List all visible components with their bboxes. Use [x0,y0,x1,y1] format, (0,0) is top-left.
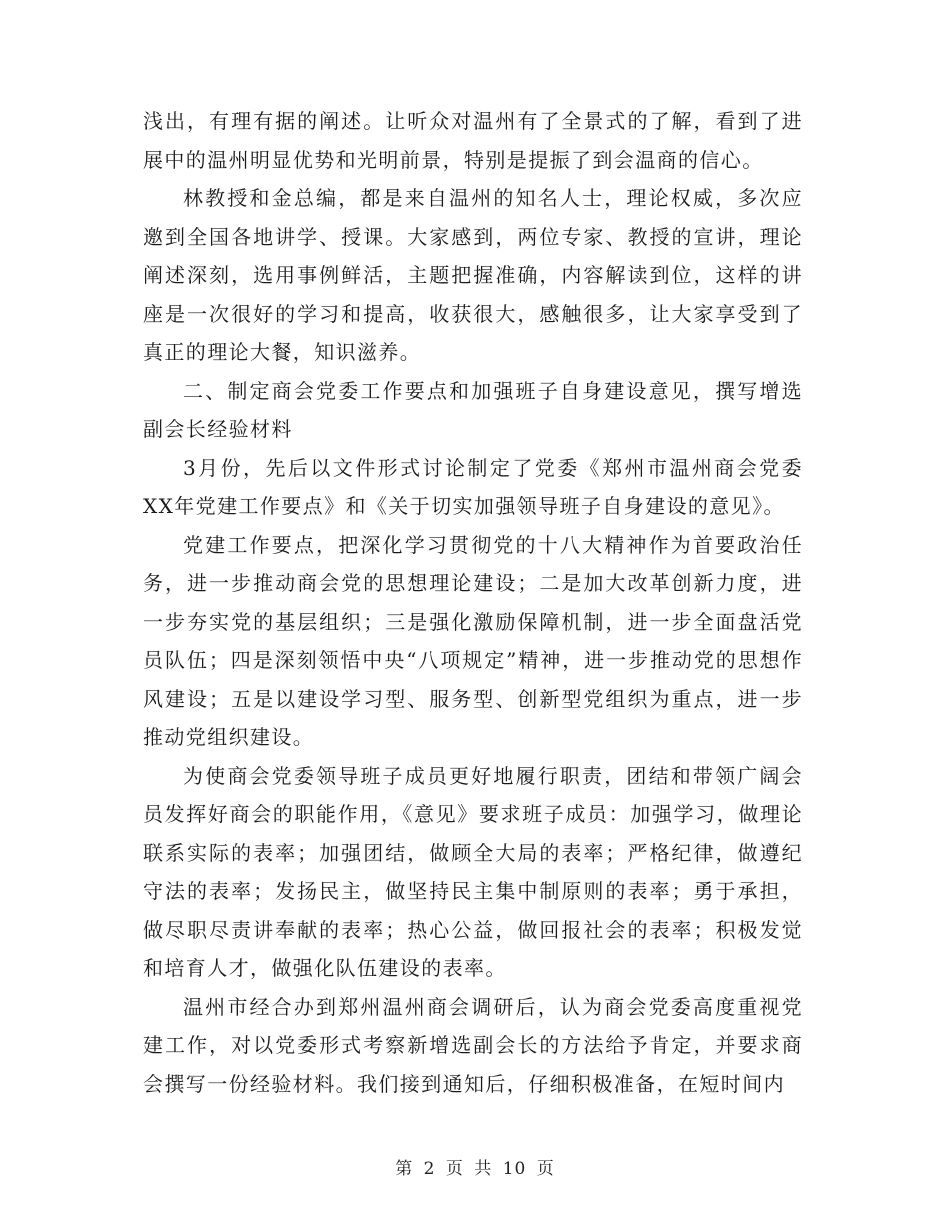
paragraph-march-documents: 3月份，先后以文件形式讨论制定了党委《郑州市温州商会党委XX年党建工作要点》和《关于切实加强领导班子自身建设的意见》。 [143,455,803,518]
paragraph-opinion-requirements: 为使商会党委领导班子成员更好地履行职责，团结和带领广阔会员发挥好商会的职能作用，《意见》要求班子成员：加强学习，做理论联系实际的表率；加强团结，做顾全大局的表率；严格纪律，做遵纪守法的表率；发扬民主，做坚持民主集中制原则的表率；勇于承担，做尽职尽责讲奉献的表率；热心公益，做回报社会的表率；积极发觉和培育人才，做强化队伍建设的表率。 [143,763,803,980]
page-number-footer [0,1154,950,1179]
paragraph-work-points: 党建工作要点，把深化学习贯彻党的十八大精神作为首要政治任务，进一步推动商会党的思想理论建设；二是加大改革创新力度，进一步夯实党的基层组织；三是强化激励保障机制，进一步全面盘活党员队伍；四是深刻领悟中央“八项规定”精神，进一步推动党的思想作风建设；五是以建设学习型、服务型、创新型党组织为重点，进一步推动党组织建设。 [143,532,803,749]
footer-current-page: 2 [423,1159,436,1179]
section-heading-2: 二、制定商会党委工作要点和加强班子自身建设意见，撰写增选副会长经验材料 [143,378,803,441]
footer-label-total-unit: 页 [536,1159,555,1179]
paragraph-lecture-summary: 林教授和金总编，都是来自温州的知名人士，理论权威，多次应邀到全国各地讲学、授课。大家感到，两位专家、教授的宣讲，理论阐述深刻，选用事例鲜活，主题把握准确，内容解读到位，这样的讲座是一次很好的学习和提高，收获很大，感触很多，让大家享受到了真正的理论大餐，知识滋养。 [143,186,803,364]
paragraph-continuation: 浅出，有理有据的阐述。让听众对温州有了全景式的了解，看到了进展中的温州明显优势和光明前景，特别是提振了到会温商的信心。 [143,109,803,172]
footer-label-page: 第 [395,1159,414,1179]
paragraph-experience-material: 温州市经合办到郑州温州商会调研后，认为商会党委高度重视党建工作，对以党委形式考察新增选副会长的方法给予肯定，并要求商会撰写一份经验材料。我们接到通知后，仔细积极准备，在短时间内 [143,994,803,1096]
footer-label-total: 共 [474,1159,493,1179]
footer-label-page-unit: 页 [445,1159,464,1179]
footer-total-pages: 10 [502,1159,527,1179]
document-body [143,102,803,1103]
